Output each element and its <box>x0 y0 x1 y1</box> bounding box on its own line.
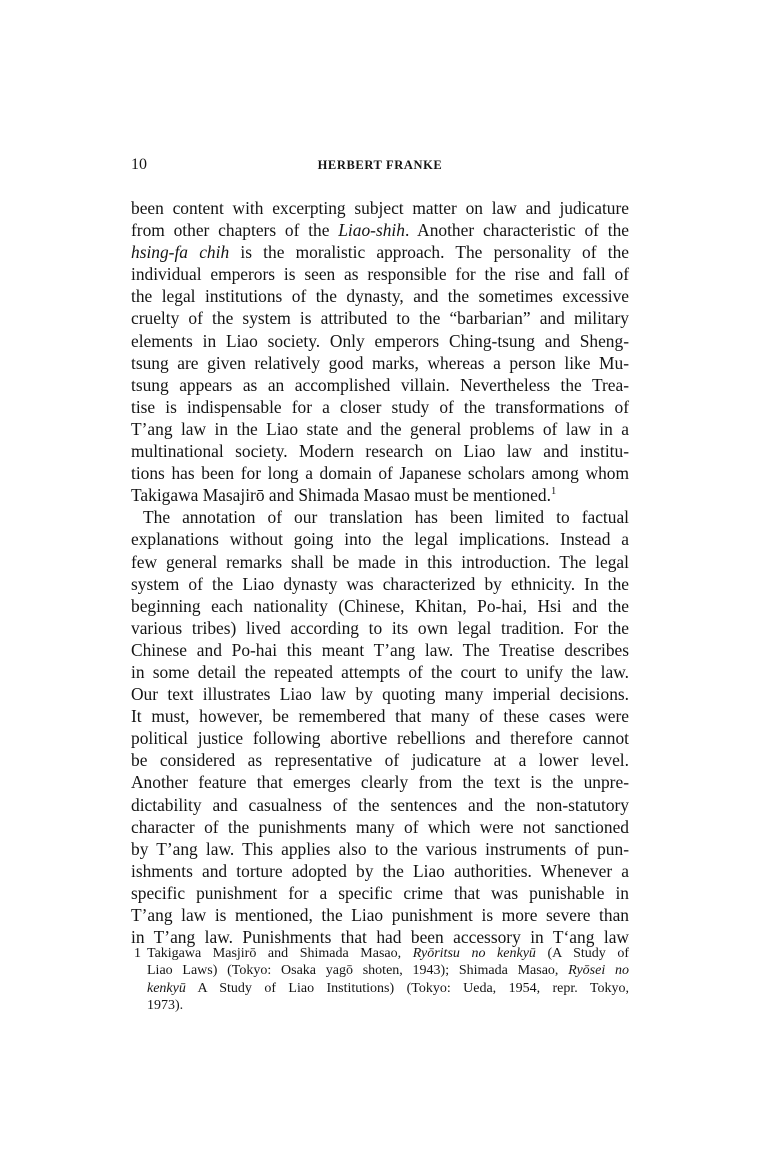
footnote-line: Takigawa Masjirō and Shimada Masao, Ryōritsu no kenkyū (A Study of <box>147 946 629 961</box>
footnote-line: 1973). <box>147 998 184 1014</box>
body-line: Our text illustrates Liao law by quoting many imperial decisions. <box>131 684 629 705</box>
footnote-1 <box>131 945 629 1015</box>
footnote-line: Liao Laws) (Tokyo: Osaka yagō shoten, 1943); Shimada Masao, Ryōsei no <box>147 963 629 979</box>
body-line: explanations without going into the legal implications. Instead a <box>131 529 629 550</box>
page-number: 10 <box>131 156 147 173</box>
body-line: various tribes) lived according to its own legal tradition. For the <box>131 617 629 638</box>
body-line: cruelty of the system is attributed to the “barbarian” and military <box>131 308 629 329</box>
italic-title: Ryōritsu no kenkyū <box>412 946 536 961</box>
body-line: political justice following abortive rebellions and therefore cannot <box>131 728 629 749</box>
body-line: system of the Liao dynasty was characterized by ethnicity. In the <box>131 573 629 594</box>
running-head <box>131 156 629 178</box>
body-line: Chinese and Po-hai this meant T’ang law. The Treatise describes <box>131 639 629 660</box>
footnote-reference[interactable]: 1 <box>550 486 557 498</box>
body-line: be considered as representative of judicature at a lower level. <box>131 750 629 771</box>
running-head-author: HERBERT FRANKE <box>317 158 443 172</box>
body-line: from other chapters of the Liao-shih. Another characteristic of the <box>131 220 629 241</box>
italic-title: Liao-shih <box>338 220 405 241</box>
body-line: Takigawa Masajirō and Shimada Masao must be mentioned.$^1$ <box>131 485 557 506</box>
body-line: multinational society. Modern research on Liao law and institu- <box>131 441 629 462</box>
body-line: specific punishment for a specific crime that was punishable in <box>131 882 629 903</box>
body-line: tsung are given relatively good marks, whereas a person like Mu- <box>131 352 629 373</box>
body-line: in T’ang law. Punishments that had been accessory in T‘ang law <box>131 927 629 948</box>
body-line: Another feature that emerges clearly from the text is the unpre- <box>131 772 629 793</box>
italic-title: kenkyū <box>147 980 186 996</box>
body-line: the legal institutions of the dynasty, and the sometimes excessive <box>131 286 629 307</box>
body-line: tsung appears as an accomplished villain. Nevertheless the Trea- <box>131 374 629 395</box>
body-line: T’ang law is mentioned, the Liao punishment is more severe than <box>131 905 629 925</box>
footnote-line: kenkyū A Study of Liao Institutions) (Tokyo: Ueda, 1954, repr. Tokyo, <box>147 980 629 996</box>
body-line: in some detail the repeated attempts of the court to unify the law. <box>131 661 629 682</box>
body-line: The annotation of our translation has been limited to factual <box>143 507 629 528</box>
body-line: beginning each nationality (Chinese, Khitan, Po-hai, Hsi and the <box>131 595 629 616</box>
body-line: dictability and casualness of the sentences and the non-statutory <box>131 794 629 815</box>
body-line: by T’ang law. This applies also to the various instruments of pun- <box>131 838 629 859</box>
italic-title: hsing-fa chih <box>131 242 230 263</box>
italic-title: Ryōsei no <box>568 963 629 979</box>
body-line: character of the punishments many of which were not sanctioned <box>131 816 629 837</box>
body-line: individual emperors is seen as responsible for the rise and fall of <box>131 264 629 285</box>
body-line: ishments and torture adopted by the Liao authorities. Whenever a <box>131 860 629 881</box>
body-line: elements in Liao society. Only emperors Ching-tsung and Sheng- <box>131 330 629 351</box>
body-line: T’ang law in the Liao state and the general problems of law in a <box>131 418 629 439</box>
footnote-mark: 1 <box>134 946 141 961</box>
body-text <box>131 197 629 948</box>
body-line: tise is indispensable for a closer study of the transformations of <box>131 396 629 417</box>
body-line: tions has been for long a domain of Japanese scholars among whom <box>131 463 629 484</box>
body-line: few general remarks shall be made in this introduction. The legal <box>131 551 629 572</box>
footnote-text <box>131 945 629 1015</box>
body-line: hsing-fa chih is the moralistic approach. The personality of the <box>131 242 629 263</box>
body-line: been content with excerpting subject matter on law and judicature <box>131 198 629 218</box>
body-line: It must, however, be remembered that many of these cases were <box>131 706 629 727</box>
